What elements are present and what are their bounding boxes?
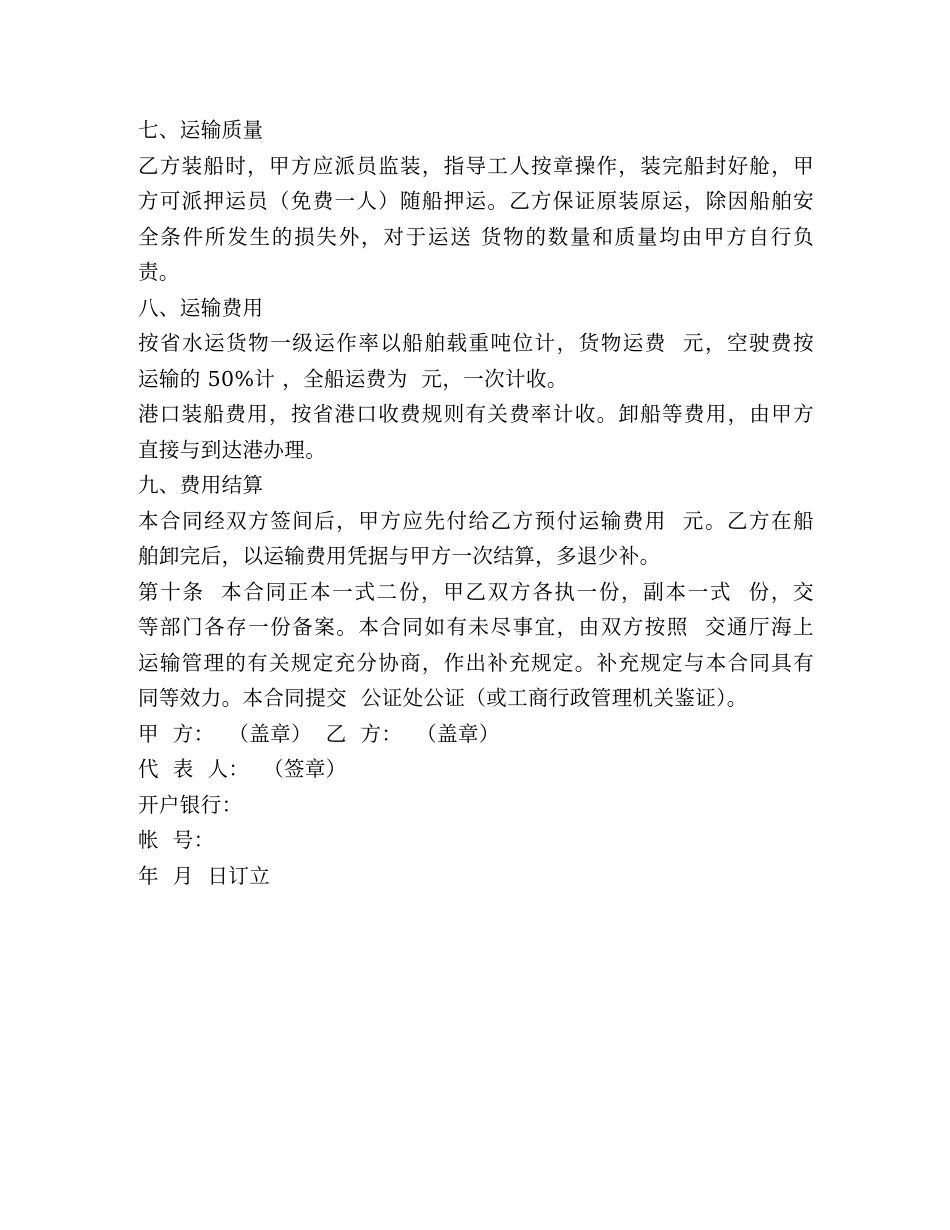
- signature-account: 帐 号：: [138, 828, 215, 852]
- section-7-line: 全条件所发生的损失外，对于运送 货物的数量和质量均由甲方自行负: [138, 224, 814, 249]
- section-7-body: [138, 149, 814, 291]
- signature-representative: 代 表 人： （签章）: [138, 757, 347, 781]
- section-9-body: [138, 504, 814, 575]
- section-9-heading: 九、费用结算: [138, 473, 264, 497]
- section-8-line: 直接与到达港办理。: [138, 437, 327, 462]
- section-8-line: 按省水运货物一级运作率以船舶载重吨位计，货物运费 元，空驶费按: [138, 331, 814, 355]
- section-9-line: 舶卸完后，以运输费用凭据与甲方一次结算，多退少补。: [138, 544, 661, 568]
- signature-parties: 甲 方： （盖章） 乙 方： （盖章）: [138, 721, 500, 746]
- contract-page: [138, 113, 814, 894]
- section-10-line: 等部门各存一份备案。本合同如有未尽事宜，由双方按照 交通厅海上: [138, 615, 814, 639]
- section-10-line: 同等效力。本合同提交 公证处公证（或工商行政管理机关鉴证）。: [138, 686, 748, 710]
- section-7-heading: 七、运输质量: [138, 118, 264, 142]
- section-7-line: 方可派押运员（免费一人）随船押运。乙方保证原装原运，除因船舶安: [138, 189, 814, 213]
- section-8-line: 港口装船费用，按省港口收费规则有关费率计收。卸船等费用，由甲方: [138, 402, 814, 426]
- signature-date: 年 月 日订立: [138, 863, 271, 888]
- section-9-line: 本合同经双方签间后，甲方应先付给乙方预付运输费用 元。乙方在船: [138, 508, 814, 533]
- section-7-line: 责。: [138, 260, 180, 284]
- section-8-paragraph-1: [138, 326, 814, 397]
- section-10-line: 运输管理的有关规定充分协商，作出补充规定。补充规定与本合同具有: [138, 650, 814, 675]
- section-10-body: [138, 575, 814, 717]
- section-7-line: 乙方装船时，甲方应派员监装，指导工人按章操作，装完船封好舱，甲: [138, 153, 814, 178]
- section-8-heading: 八、运输费用: [138, 295, 264, 320]
- section-10-line: 第十条 本合同正本一式二份，甲乙双方各执一份，副本一式 份，交: [138, 579, 814, 604]
- section-8-line: 运输的 50%计 ，全船运费为 元，一次计收。: [138, 366, 568, 391]
- section-8-paragraph-2: [138, 397, 814, 468]
- signature-bank: 开户银行：: [138, 792, 243, 817]
